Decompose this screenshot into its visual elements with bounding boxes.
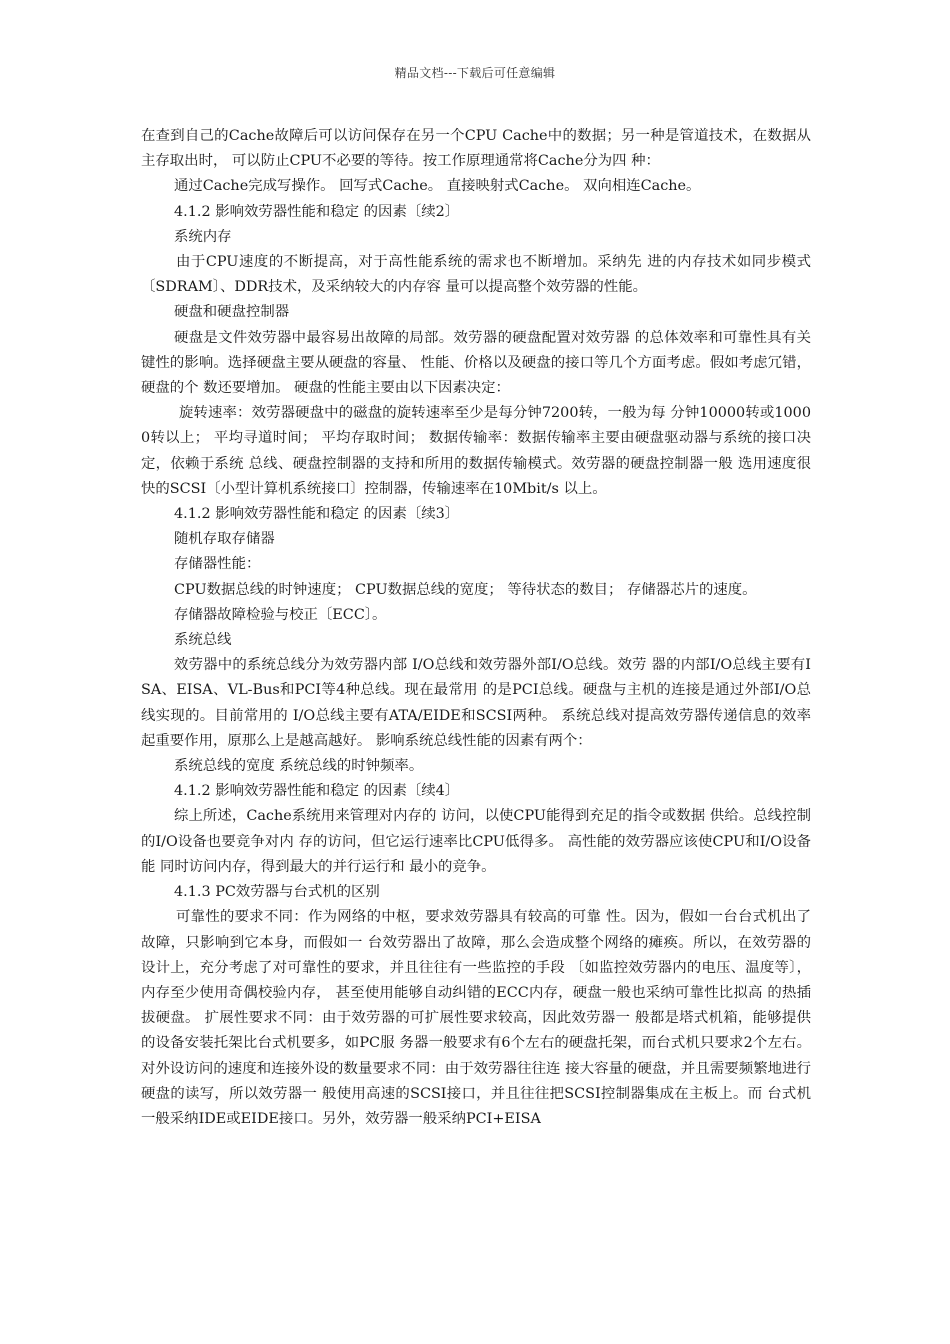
- paragraph-cache-intro: 在查到自己的Cache故障后可以访问保存在另一个CPU Cache中的数据；另一种是管道技术，在数据从主存取出时， 可以防止CPU不必要的等待。按工作原理通常将Cache分为四 种：: [141, 128, 811, 170]
- paragraph-ecc: 存储器故障检验与校正〔ECC〕。: [174, 606, 387, 623]
- subheading-memory-performance: 存储器性能：: [174, 556, 261, 573]
- subheading-system-memory: 系统内存: [174, 228, 232, 245]
- paragraph-bus-factors: 系统总线的宽度 系统总线的时钟频率。: [174, 758, 424, 775]
- section-heading-4-1-2-part3: 4.1.2 影响效劳器性能和稳定 的因素〔续3〕: [174, 506, 460, 523]
- subheading-hard-disk: 硬盘和硬盘控制器: [174, 304, 290, 321]
- subheading-ram: 随机存取存储器: [174, 531, 275, 548]
- paragraph-cache-types: 通过Cache完成写操作。 回写式Cache。 直接映射式Cache。 双向相连Cache。: [174, 178, 701, 195]
- paragraph-hard-disk: 硬盘是文件效劳器中最容易出故障的局部。效劳器的硬盘配置对效劳器 的总体效率和可靠性具有关键性的影响。选择硬盘主要从硬盘的容量、 性能、价格以及硬盘的接口等几个方面考虑。假如考虑冗错，硬盘的个 数还要增加。 硬盘的性能主要由以下因素决定：: [141, 329, 811, 397]
- section-heading-4-1-3: 4.1.3 PC效劳器与台式机的区别: [174, 884, 380, 901]
- subheading-system-bus: 系统总线: [174, 632, 232, 649]
- paragraph-system-bus: 效劳器中的系统总线分为效劳器内部 I/O总线和效劳器外部I/O总线。效劳 器的内部I/O总线主要有ISA、EISA、VL-Bus和PCI等4种总线。现在最常用 的是PCI总线。硬盘与主机的连接是通过外部I/O总线实现的。目前常用的 I/O总线主要有ATA/EIDE和SCSI两种。 系统总线对提高效劳器传递信息的效率起重要作用，原那么上是越高越好。 影响系统总线性能的因素有两个：: [141, 657, 811, 749]
- paragraph-pc-server-vs-desktop: 可靠性的要求不同：作为网络的中枢，要求效劳器具有较高的可靠 性。因为，假如一台台式机出了故障，只影响到它本身，而假如一 台效劳器出了故障，那么会造成整个网络的瘫痪。所以，在效劳器的 设计上，充分考虑了对可靠性的要求，并且往往有一些监控的手段 〔如监控效劳器内的电压、温度等〕，内存至少使用奇偶校验内存， 甚至使用能够自动纠错的ECC内存，硬盘一般也采纳可靠性比拟高 的热插拔硬盘。 扩展性要求不同：由于效劳器的可扩展性要求较高，因此效劳器一 般都是塔式机箱，能够提供的设备安装托架比台式机要多，如PC服 务器一般要求有6个左右的硬盘托架，而台式机只要求2个左右。 对外设访问的速度和连接外设的数量要求不同：由于效劳器往往连 接大容量的硬盘，并且需要频繁地进行硬盘的读写，所以效劳器一 般使用高速的SCSI接口，并且往往把SCSI控制器集成在主板上。而 台式机一般采纳IDE或EIDE接口。另外，效劳器一般采纳PCI+EISA: [141, 909, 811, 1127]
- document-body: [141, 124, 811, 1132]
- page-header: 精品文档---下载后可任意编辑: [394, 66, 556, 80]
- paragraph-disk-factors: 旋转速率：效劳器硬盘中的磁盘的旋转速率至少是每分钟7200转，一般为每 分钟10000转或10000转以上； 平均寻道时间； 平均存取时间； 数据传输率：数据传输率主要由硬盘驱动器与系统的接口决定，依赖于系统 总线、硬盘控制器的支持和所用的数据传输模式。效劳器的硬盘控制器一般 选用速度很快的SCSI〔小型计算机系统接口〕控制器，传输速率在10Mbit/s 以上。: [141, 405, 811, 497]
- paragraph-summary: 综上所述，Cache系统用来管理对内存的 访问，以使CPU能得到充足的指令或数据 供给。总线控制的I/O设备也要竞争对内 存的访问，但它运行速率比CPU低得多。 高性能的效劳器应该使CPU和I/O设备能 同时访问内存，得到最大的并行运行和 最小的竞争。: [141, 808, 811, 875]
- section-heading-4-1-2-part2: 4.1.2 影响效劳器性能和稳定 的因素〔续2〕: [174, 203, 460, 220]
- section-heading-4-1-2-part4: 4.1.2 影响效劳器性能和稳定 的因素〔续4〕: [174, 783, 460, 800]
- paragraph-system-memory: 由于CPU速度的不断提高，对于高性能系统的需求也不断增加。采纳先 进的内存技术如同步模式〔SDRAM〕、DDR技术，及采纳较大的内存容 量可以提高整个效劳器的性能。: [141, 254, 811, 296]
- paragraph-memory-factors: CPU数据总线的时钟速度； CPU数据总线的宽度； 等待状态的数目； 存储器芯片的速度。: [174, 581, 757, 598]
